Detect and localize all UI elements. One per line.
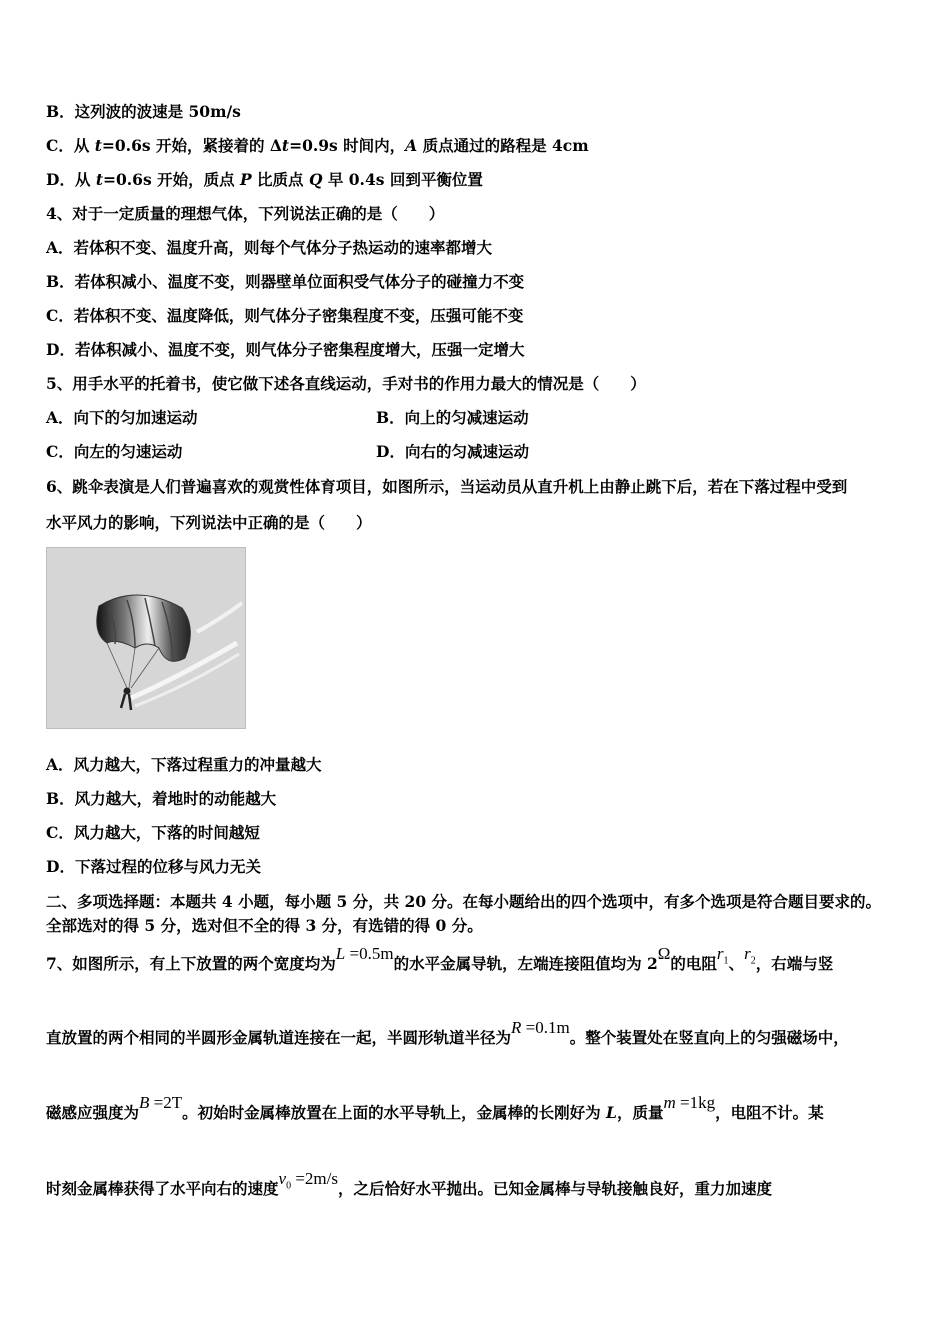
q4-option-c: C．若体积不变、温度降低，则气体分子密集程度不变，压强可能不变 — [46, 306, 524, 325]
q4-option-d: D．若体积减小、温度不变，则气体分子密集程度增大，压强一定增大 — [46, 340, 525, 359]
parachute-figure — [46, 547, 246, 729]
q7-line1: 7、如图所示，有上下放置的两个宽度均为L =0.5m的水平金属导轨，左端连接阻值均为 2Ω的电阻$r_1$、$r_2$，右端与竖 — [46, 944, 834, 973]
q6-option-c: C．风力越大，下落的时间越短 — [46, 823, 260, 842]
q7-line4: 时刻金属棒获得了水平向右的速度$v_0 =2m/s$，之后恰好水平抛出。已知金属棒与导轨接触良好，重力加速度 — [46, 1169, 772, 1198]
q5-options-row2 — [46, 441, 910, 463]
math-L: L =0.5m — [335, 944, 394, 963]
q5-option-a: A．向下的匀加速运动 — [46, 408, 198, 427]
q4-option-a: A．若体积不变、温度升高，则每个气体分子热运动的速率都增大 — [46, 238, 493, 257]
q6-stem-line2: 水平风力的影响，下列说法中正确的是（ ） — [46, 513, 372, 532]
q3-option-d: D．从 t=0.6s 开始，质点 P 比质点 Q 早 0.4s 回到平衡位置 — [46, 170, 483, 189]
parachute-illustration — [47, 548, 245, 728]
math-v0: $v_0 =2m/s$ — [278, 1169, 338, 1192]
math-B: B =2T — [139, 1093, 183, 1112]
q5-option-b: B．向上的匀减速运动 — [376, 408, 529, 427]
section2-heading-line1: 二、多项选择题：本题共 4 小题，每小题 5 分，共 20 分。在每小题给出的四个选项中，有多个选项是符合题目要求的。 — [46, 892, 882, 911]
q7-line3: 磁感应强度为B =2T。初始时金属棒放置在上面的水平导轨上，金属棒的长刚好为 L，质量m =1kg，电阻不计。某 — [46, 1093, 824, 1122]
math-r2: $r_2$ — [744, 944, 756, 967]
q6-stem-line1: 6、跳伞表演是人们普遍喜欢的观赏性体育项目，如图所示，当运动员从直升机上由静止跳下后，若在下落过程中受到 — [46, 477, 848, 496]
q5-option-d: D．向右的匀减速运动 — [376, 442, 529, 461]
q4-stem: 4、对于一定质量的理想气体，下列说法正确的是（ ） — [46, 204, 445, 223]
section2-heading-line2: 全部选对的得 5 分，选对但不全的得 3 分，有选错的得 0 分。 — [46, 916, 483, 935]
q6-option-b: B．风力越大，着地时的动能越大 — [46, 789, 277, 808]
q4-option-b: B．若体积减小、温度不变，则器壁单位面积受气体分子的碰撞力不变 — [46, 272, 525, 291]
q5-option-c: C．向左的匀速运动 — [46, 442, 183, 461]
q7-line2: 直放置的两个相同的半圆形金属轨道连接在一起，半圆形轨道半径为R =0.1m。整个装置处在竖直向上的匀强磁场中， — [46, 1018, 849, 1047]
q5-options-row1 — [46, 407, 910, 429]
q3-option-b: B．这列波的波速是 50m/s — [46, 102, 241, 121]
q6-option-a: A．风力越大，下落过程重力的冲量越大 — [46, 755, 322, 774]
math-ohm: Ω — [657, 944, 671, 963]
math-r1: $r_1$ — [716, 944, 729, 967]
q6-option-d: D．下落过程的位移与风力无关 — [46, 857, 261, 876]
math-m: m =1kg — [663, 1093, 716, 1112]
math-R: R =0.1m — [511, 1018, 570, 1037]
q5-stem: 5、用手水平的托着书，使它做下述各直线运动，手对书的作用力最大的情况是（ ） — [46, 374, 646, 393]
q3-option-c: C．从 t=0.6s 开始，紧接着的 Δt=0.9s 时间内，A 质点通过的路程是 4cm — [46, 136, 589, 155]
